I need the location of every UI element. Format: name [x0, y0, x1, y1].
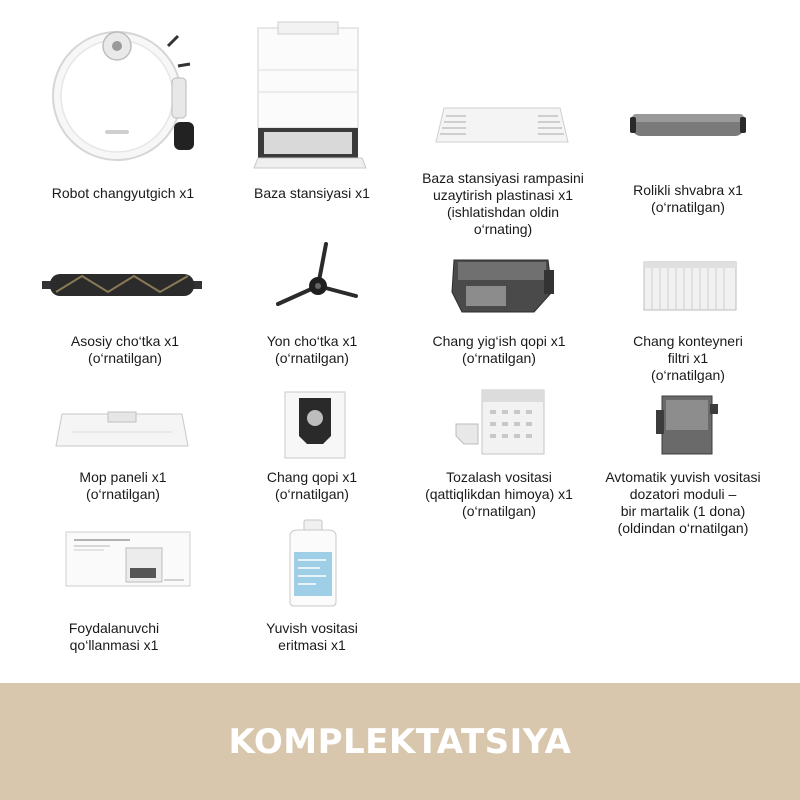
- roller-mop-icon: [628, 108, 748, 142]
- robot-vacuum-icon: [50, 18, 200, 173]
- dust-bin-icon: [448, 252, 558, 318]
- dust-bag-icon: [283, 388, 347, 460]
- base-station-icon: [250, 18, 370, 170]
- main-brush-icon: [42, 268, 202, 302]
- filter-icon: [640, 258, 740, 314]
- item-label: Avtomatik yuvish vositasi dozatori moduli – bir martalik (1 dona) (oldindan o‘rnatilgan): [605, 469, 761, 536]
- item-label: Tozalash vositasi (qattiqlikdan himoya) x1 (o‘rnatilgan): [425, 469, 573, 519]
- item-label: Mop paneli x1 (o‘rnatilgan): [79, 469, 167, 502]
- item-label: Yuvish vositasi eritmasi x1: [266, 620, 358, 653]
- title-banner: [0, 683, 800, 800]
- item-label: Foydalanuvchi qo‘llanmasi x1: [68, 620, 160, 653]
- item-label: Asosiy cho‘tka x1 (o‘rnatilgan): [70, 333, 180, 366]
- item-label: Baza stansiyasi rampasini uzaytirish plastinasi x1 (ishlatishdan oldin o‘rnating): [422, 170, 584, 237]
- item-label: Yon cho‘tka x1 (o‘rnatilgan): [266, 333, 358, 366]
- user-manual-icon: [60, 528, 196, 590]
- detergent-dispenser-icon: [652, 390, 722, 458]
- item-label: Rolikli shvabra x1 (o‘rnatilgan): [633, 182, 743, 215]
- mop-panel-icon: [52, 408, 192, 452]
- item-label: Baza stansiyasi x1: [254, 185, 370, 201]
- banner-title: KOMPLEKTATSIYA: [228, 721, 572, 762]
- item-label: Chang qopi x1 (o‘rnatilgan): [266, 469, 358, 502]
- item-label: Robot changyutgich x1: [51, 185, 195, 201]
- cleaning-agent-box-icon: [452, 384, 552, 460]
- side-brush-icon: [270, 240, 360, 320]
- ramp-plate-icon: [432, 100, 572, 150]
- item-label: Chang konteyneri filtri x1 (o‘rnatilgan): [633, 333, 743, 383]
- detergent-bottle-icon: [282, 518, 344, 608]
- item-label: Chang yig‘ish qopi x1 (o‘rnatilgan): [432, 333, 566, 366]
